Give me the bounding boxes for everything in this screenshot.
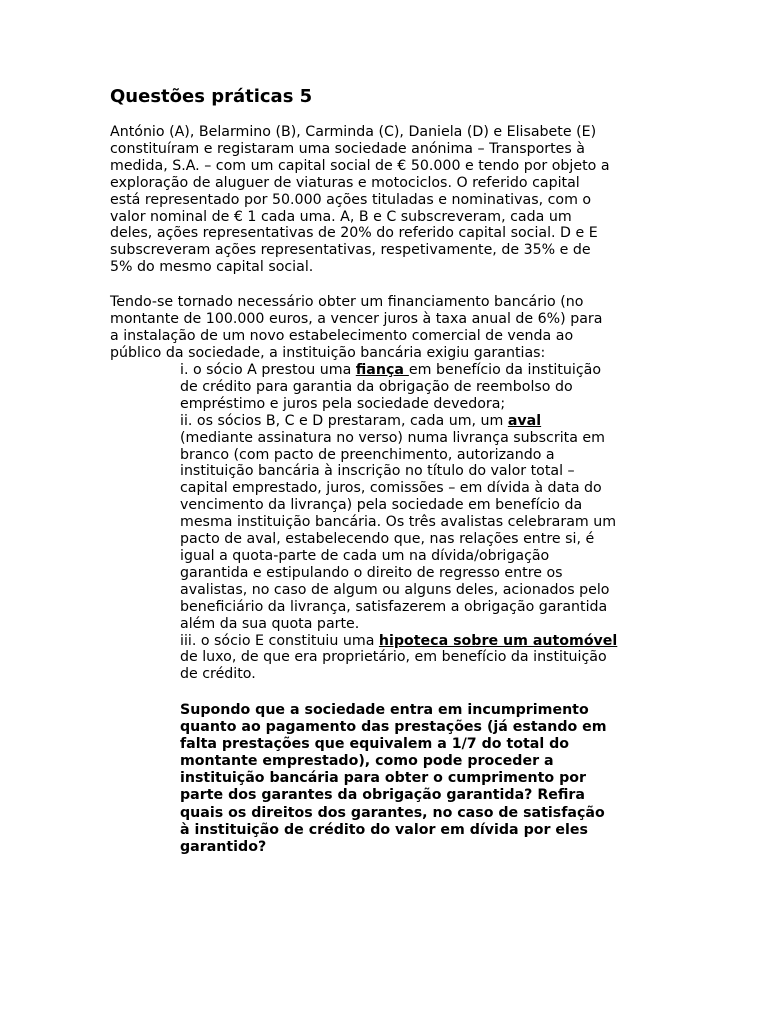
term-fianca: fiança bbox=[355, 362, 409, 378]
text-fragment: ii. os sócios B, C e D prestaram, cada um, um bbox=[180, 412, 508, 429]
text-line: garantida e estipulando o direito de regresso entre os bbox=[180, 564, 563, 581]
list-item-aval bbox=[180, 413, 617, 430]
list-item-fianca bbox=[180, 362, 617, 379]
question-line: garantido? bbox=[180, 838, 267, 855]
question-line: montante emprestado), como pode proceder a bbox=[180, 753, 554, 770]
guarantee-list bbox=[180, 362, 617, 683]
text-line: montante de 100.000 euros, a vencer juros à taxa anual de 6%) para bbox=[110, 310, 603, 327]
text-line: pacto de aval, estabelecendo que, nas relações entre si, é bbox=[180, 531, 595, 548]
question-line: quais os direitos dos garantes, no caso de satisfação bbox=[180, 804, 605, 821]
text-line: António (A), Belarmino (B), Carminda (C), Daniela (D) e Elisabete (E) bbox=[110, 124, 597, 140]
text-line: de crédito para garantia da obrigação de reembolso do bbox=[180, 378, 573, 395]
text-line: de luxo, de que era proprietário, em benefício da instituição bbox=[180, 649, 607, 666]
term-hipoteca: hipoteca sobre um automóvel bbox=[378, 632, 618, 649]
term-aval: aval bbox=[507, 412, 542, 429]
question-line: falta prestações que equivalem a 1/7 do total do bbox=[180, 736, 570, 753]
text-line: Tendo-se tornado necessário obter um financiamento bancário (no bbox=[110, 294, 584, 310]
text-line: igual a quota-parte de cada um na dívida/obrigação bbox=[180, 547, 550, 564]
text-fragment: i. o sócio A prestou uma bbox=[180, 362, 356, 378]
text-line: constituíram e registaram uma sociedade anónima – Transportes à bbox=[110, 140, 585, 157]
text-line: instituição bancária à inscrição no título do valor total – bbox=[180, 463, 575, 480]
text-line: a instalação de um novo estabelecimento comercial de venda ao bbox=[110, 327, 574, 344]
text-line: valor nominal de € 1 cada uma. A, B e C subscreveram, cada um bbox=[110, 208, 572, 225]
question-line: Supondo que a sociedade entra em incumprimento bbox=[180, 702, 589, 718]
text-line: empréstimo e juros pela sociedade devedora; bbox=[180, 395, 506, 412]
question-paragraph bbox=[180, 702, 607, 856]
text-line: branco (com pacto de preenchimento, autorizando a bbox=[180, 446, 555, 463]
text-line: além da sua quota parte. bbox=[180, 615, 360, 632]
text-line: mesma instituição bancária. Os três avalistas celebraram um bbox=[180, 514, 617, 531]
text-line: capital emprestado, juros, comissões – em dívida à data do bbox=[180, 480, 602, 497]
text-line: está representado por 50.000 ações tituladas e nominativas, com o bbox=[110, 191, 592, 208]
page-title: Questões práticas 5 bbox=[110, 86, 313, 107]
text-line: exploração de aluguer de viaturas e motociclos. O referido capital bbox=[110, 174, 580, 191]
text-line: público da sociedade, a instituição bancária exigiu garantias: bbox=[110, 344, 546, 361]
question-line: instituição bancária para obter o cumprimento por bbox=[180, 770, 587, 787]
text-line: subscreveram ações representativas, respetivamente, de 35% e de bbox=[110, 242, 591, 259]
question-line: parte dos garantes da obrigação garantida? Refira bbox=[180, 787, 585, 804]
question-line: à instituição de crédito do valor em dívida por eles bbox=[180, 821, 588, 838]
text-line: de crédito. bbox=[180, 666, 256, 683]
text-line: avalistas, no caso de algum ou alguns deles, acionados pelo bbox=[180, 581, 610, 598]
text-line: (mediante assinatura no verso) numa livrança subscrita em bbox=[180, 429, 605, 446]
text-line: vencimento da livrança) pela sociedade em benefício da bbox=[180, 497, 583, 514]
question-line: quanto ao pagamento das prestações (já estando em bbox=[180, 719, 607, 736]
text-line: 5% do mesmo capital social. bbox=[110, 259, 314, 276]
text-fragment: iii. o sócio E constituiu uma bbox=[180, 632, 379, 649]
text-line: deles, ações representativas de 20% do referido capital social. D e E bbox=[110, 225, 598, 242]
paragraph-company-description bbox=[110, 124, 610, 276]
list-item-hipoteca bbox=[180, 633, 617, 650]
paragraph-financing bbox=[110, 294, 602, 362]
text-fragment: em benefício da instituição bbox=[408, 362, 601, 378]
text-line: beneficiário da livrança, satisfazerem a obrigação garantida bbox=[180, 598, 608, 615]
text-line: medida, S.A. – com um capital social de € 50.000 e tendo por objeto a bbox=[110, 157, 610, 174]
